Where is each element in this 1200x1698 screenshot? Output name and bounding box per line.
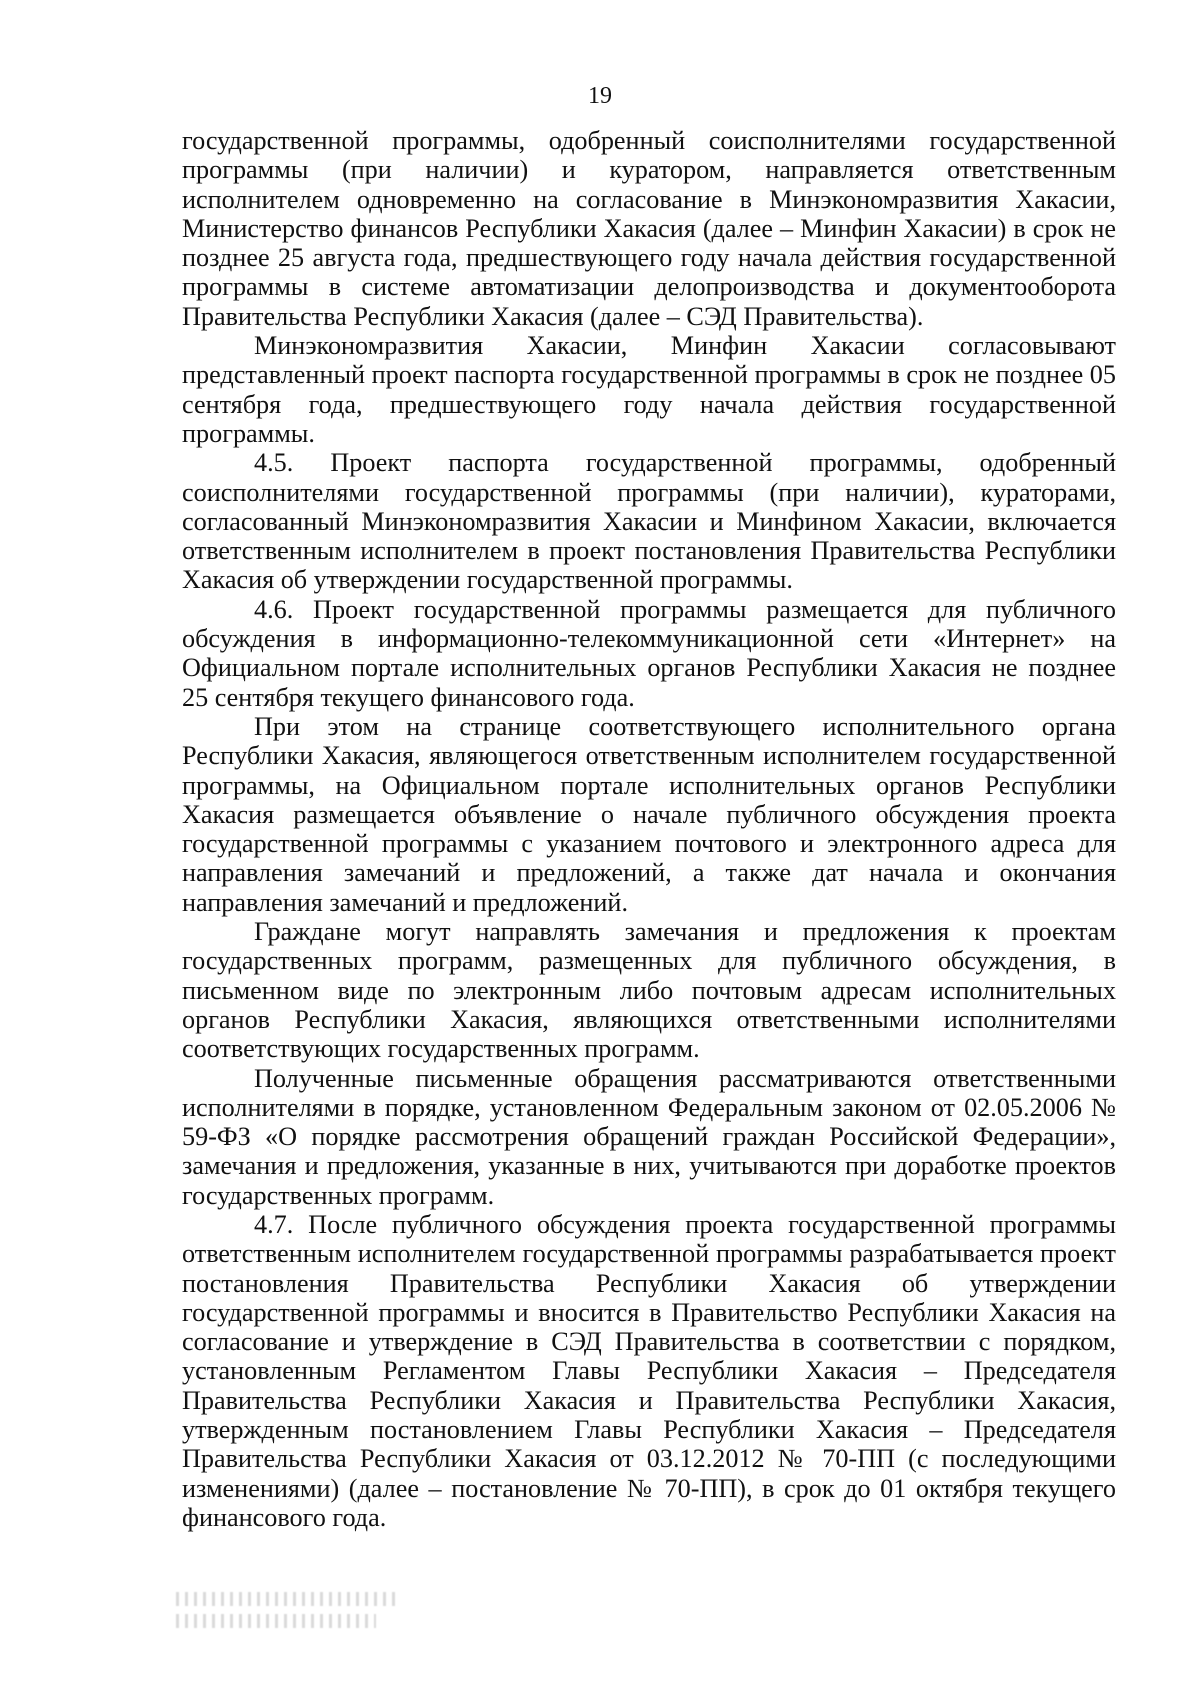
scan-artifact [176,1592,396,1606]
paragraph-2: Минэкономразвития Хакасии, Минфин Хакасии согласовывают представленный проект паспорта государственной программы в срок не позднее 05 сентября года, предшествующего году начала действия государственной программы. [182,331,1116,448]
paragraph-1: государственной программы, одобренный соисполнителями государственной программы (при наличии) и куратором, направляется ответственным исполнителем одновременно на согласование в Минэкономразвития Хакасии, Министерство финансов Республики Хакасия (далее – Минфин Хакасии) в срок не позднее 25 августа года, предшествующего году начала действия государственной программы в системе автоматизации делопроизводства и документооборота Правительства Республики Хакасия (далее – СЭД Правительства). [182,126,1116,331]
paragraph-citizens: Граждане могут направлять замечания и предложения к проектам государственных программ, размещенных для публичного обсуждения, в письменном виде по электронным либо почтовым адресам исполнительных органов Республики Хакасия, являющихся ответственными исполнителями соответствующих государственных программ. [182,917,1116,1064]
document-body [182,126,1116,1532]
paragraph-4-5: 4.5. Проект паспорта государственной программы, одобренный соисполнителями государственной программы (при наличии), кураторами, согласованный Минэкономразвития Хакасии и Минфином Хакасии, включается ответственным исполнителем в проект постановления Правительства Республики Хакасия об утверждении государственной программы. [182,448,1116,595]
paragraph-4-6: 4.6. Проект государственной программы размещается для публичного обсуждения в информационно-телекоммуникационной сети «Интернет» на Официальном портале исполнительных органов Республики Хакасия не позднее 25 сентября текущего финансового года. [182,594,1116,712]
paragraph-appeals: Полученные письменные обращения рассматриваются ответственными исполнителями в порядке, установленном Федеральным законом от 02.05.2006 № 59-ФЗ «О порядке рассмотрения обращений граждан Российской Федерации», замечания и предложения, указанные в них, учитываются при доработке проектов государственных программ. [182,1063,1116,1210]
paragraph-announcement: При этом на странице соответствующего исполнительного органа Республики Хакасия, являющегося ответственным исполнителем государственной программы, на Официальном портале исполнительных органов Республики Хакасия размещается объявление о начале публичного обсуждения проекта государственной программы с указанием почтового и электронного адреса для направления замечаний и предложений, а также дат начала и окончания направления замечаний и предложений. [182,711,1116,917]
page-number: 19 [588,83,612,109]
paragraph-4-7: 4.7. После публичного обсуждения проекта государственной программы ответственным исполнителем государственной программы разрабатывается проект постановления Правительства Республики Хакасия об утверждении государственной программы и вносится в Правительство Республики Хакасия на согласование и утверждение в СЭД Правительства в соответствии с порядком, установленным Регламентом Главы Республики Хакасия – Председателя Правительства Республики Хакасия и Правительства Республики Хакасия, утвержденным постановлением Главы Республики Хакасия – Председателя Правительства Республики Хакасия от 03.12.2012 № 70-ПП (с последующими изменениями) (далее – постановление № 70-ПП), в срок до 01 октября текущего финансового года. [182,1209,1116,1532]
scan-artifact [176,1614,376,1628]
